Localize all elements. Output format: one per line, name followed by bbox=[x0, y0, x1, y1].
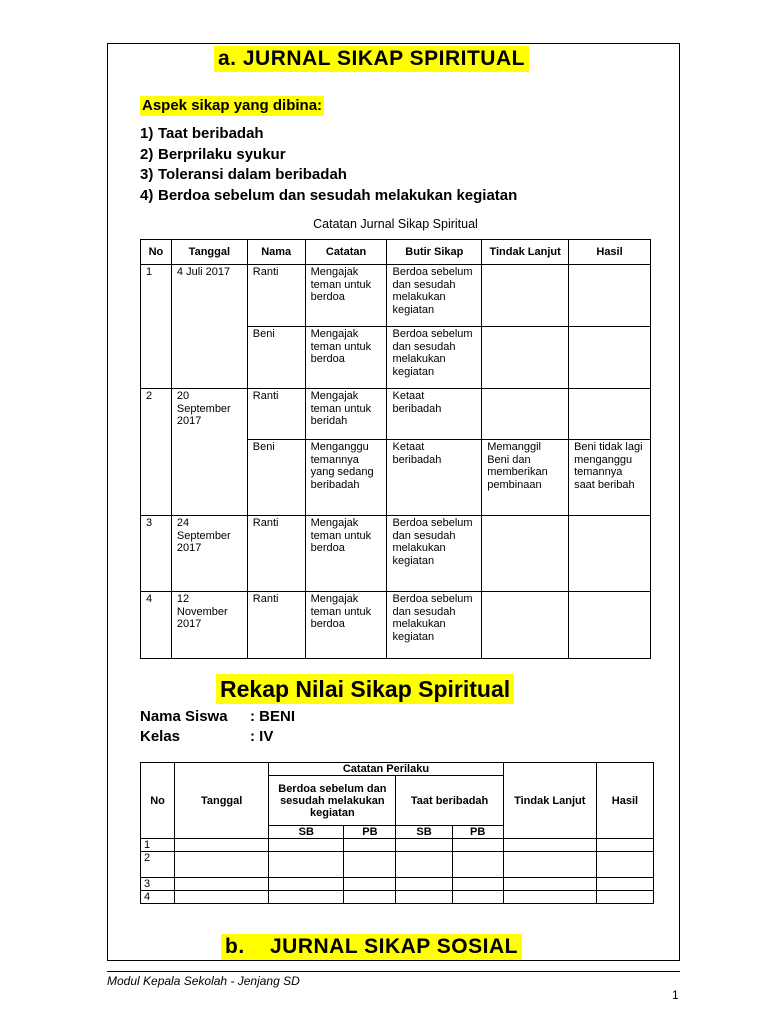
table-header-row bbox=[141, 240, 651, 265]
cell-hasil bbox=[569, 592, 651, 659]
header-taat-beribadah: Taat beribadah bbox=[396, 776, 503, 826]
table-header-row bbox=[141, 763, 654, 776]
table-row bbox=[141, 265, 651, 327]
header-butir-sikap: Butir Sikap bbox=[387, 240, 482, 265]
header-tanggal: Tanggal bbox=[175, 763, 269, 839]
cell-tanggal: 12 November 2017 bbox=[171, 592, 247, 659]
footer-text: Modul Kepala Sekolah - Jenjang SD bbox=[107, 974, 300, 988]
kelas-line bbox=[140, 727, 273, 747]
cell-no: 3 bbox=[141, 878, 175, 891]
cell-nama: Ranti bbox=[247, 592, 305, 659]
nama-siswa-line bbox=[140, 707, 295, 727]
cell-tanggal: 4 Juli 2017 bbox=[171, 265, 247, 389]
cell-hasil: Beni tidak lagi menganggu temannya saat beribah bbox=[569, 440, 651, 516]
cell-catatan: Mengajak teman untuk berdoa bbox=[305, 592, 387, 659]
header-tanggal: Tanggal bbox=[171, 240, 247, 265]
cell-hasil bbox=[569, 327, 651, 389]
aspek-heading: Aspek sikap yang dibina: bbox=[142, 97, 323, 114]
table-row bbox=[141, 592, 651, 659]
table-row bbox=[141, 389, 651, 440]
header-no: No bbox=[141, 240, 172, 265]
table-row bbox=[141, 878, 654, 891]
aspek-item: 4) Berdoa sebelum dan sesudah melakukan kegiatan bbox=[140, 186, 518, 204]
table-row bbox=[141, 852, 654, 878]
kelas-value: : IV bbox=[250, 728, 274, 745]
page-number: 1 bbox=[672, 988, 679, 1002]
cell-butir: Ketaat beribadah bbox=[387, 440, 482, 516]
table-row bbox=[141, 891, 654, 904]
footer-divider bbox=[107, 971, 680, 972]
header-berdoa: Berdoa sebelum dan sesudah melakukan kegiatan bbox=[269, 776, 396, 826]
aspek-item: 3) Toleransi dalam beribadah bbox=[140, 166, 347, 183]
jurnal-caption: Catatan Jurnal Sikap Spiritual bbox=[313, 217, 478, 231]
header-hasil: Hasil bbox=[569, 240, 651, 265]
cell-tindak bbox=[482, 327, 569, 389]
aspek-list bbox=[140, 124, 517, 206]
cell-butir: Berdoa sebelum dan sesudah melakukan kegiatan bbox=[387, 592, 482, 659]
aspek-item: 2) Berprilaku syukur bbox=[140, 145, 286, 163]
table-row bbox=[141, 839, 654, 852]
kelas-label: Kelas bbox=[140, 728, 181, 745]
header-no: No bbox=[141, 763, 175, 839]
header-catatan-perilaku: Catatan Perilaku bbox=[269, 763, 503, 776]
cell-catatan: Mengajak teman untuk berdoa bbox=[305, 327, 387, 389]
nama-siswa-value: : BENI bbox=[250, 708, 295, 725]
cell-tanggal: 24 September 2017 bbox=[171, 516, 247, 592]
cell-hasil bbox=[569, 265, 651, 327]
section-b-title: b. JURNAL SIKAP SOSIAL bbox=[221, 934, 522, 960]
cell-no: 3 bbox=[141, 516, 172, 592]
cell-no: 2 bbox=[141, 852, 175, 878]
cell-butir: Ketaat beribadah bbox=[387, 389, 482, 440]
header-tindak-lanjut: Tindak Lanjut bbox=[503, 763, 596, 839]
cell-nama: Beni bbox=[247, 327, 305, 389]
section-a-title: a. JURNAL SIKAP SPIRITUAL bbox=[214, 46, 529, 72]
cell-tanggal: 20 September 2017 bbox=[171, 389, 247, 516]
cell-no: 2 bbox=[141, 389, 172, 516]
rekap-table bbox=[140, 762, 654, 904]
cell-no: 1 bbox=[141, 839, 175, 852]
cell-catatan: Mengajak teman untuk berdoa bbox=[305, 265, 387, 327]
header-nama: Nama bbox=[247, 240, 305, 265]
aspek-item: 1) Taat beribadah bbox=[140, 125, 264, 142]
header-pb: PB bbox=[452, 826, 503, 839]
nama-siswa-label: Nama Siswa bbox=[140, 708, 228, 725]
header-catatan: Catatan bbox=[305, 240, 387, 265]
cell-no: 1 bbox=[141, 265, 172, 389]
cell-catatan: Mengajak teman untuk beridah bbox=[305, 389, 387, 440]
rekap-title: Rekap Nilai Sikap Spiritual bbox=[216, 674, 514, 704]
header-sb: SB bbox=[269, 826, 344, 839]
cell-nama: Ranti bbox=[247, 389, 305, 440]
cell-nama: Ranti bbox=[247, 265, 305, 327]
header-pb: PB bbox=[344, 826, 396, 839]
cell-butir: Berdoa sebelum dan sesudah melakukan kegiatan bbox=[387, 516, 482, 592]
cell-tindak bbox=[482, 389, 569, 440]
table-row bbox=[141, 516, 651, 592]
cell-tindak bbox=[482, 265, 569, 327]
cell-tindak bbox=[482, 516, 569, 592]
header-sb: SB bbox=[396, 826, 452, 839]
header-tindak-lanjut: Tindak Lanjut bbox=[482, 240, 569, 265]
cell-no: 4 bbox=[141, 592, 172, 659]
cell-tindak: Memanggil Beni dan memberikan pembinaan bbox=[482, 440, 569, 516]
cell-nama: Ranti bbox=[247, 516, 305, 592]
cell-butir: Berdoa sebelum dan sesudah melakukan kegiatan bbox=[387, 265, 482, 327]
cell-catatan: Mengajak teman untuk berdoa bbox=[305, 516, 387, 592]
cell-catatan: Menganggu temannya yang sedang beribadah bbox=[305, 440, 387, 516]
cell-hasil bbox=[569, 516, 651, 592]
jurnal-table bbox=[140, 239, 651, 659]
cell-tindak bbox=[482, 592, 569, 659]
header-hasil: Hasil bbox=[596, 763, 653, 839]
cell-butir: Berdoa sebelum dan sesudah melakukan kegiatan bbox=[387, 327, 482, 389]
cell-no: 4 bbox=[141, 891, 175, 904]
cell-nama: Beni bbox=[247, 440, 305, 516]
cell-hasil bbox=[569, 389, 651, 440]
